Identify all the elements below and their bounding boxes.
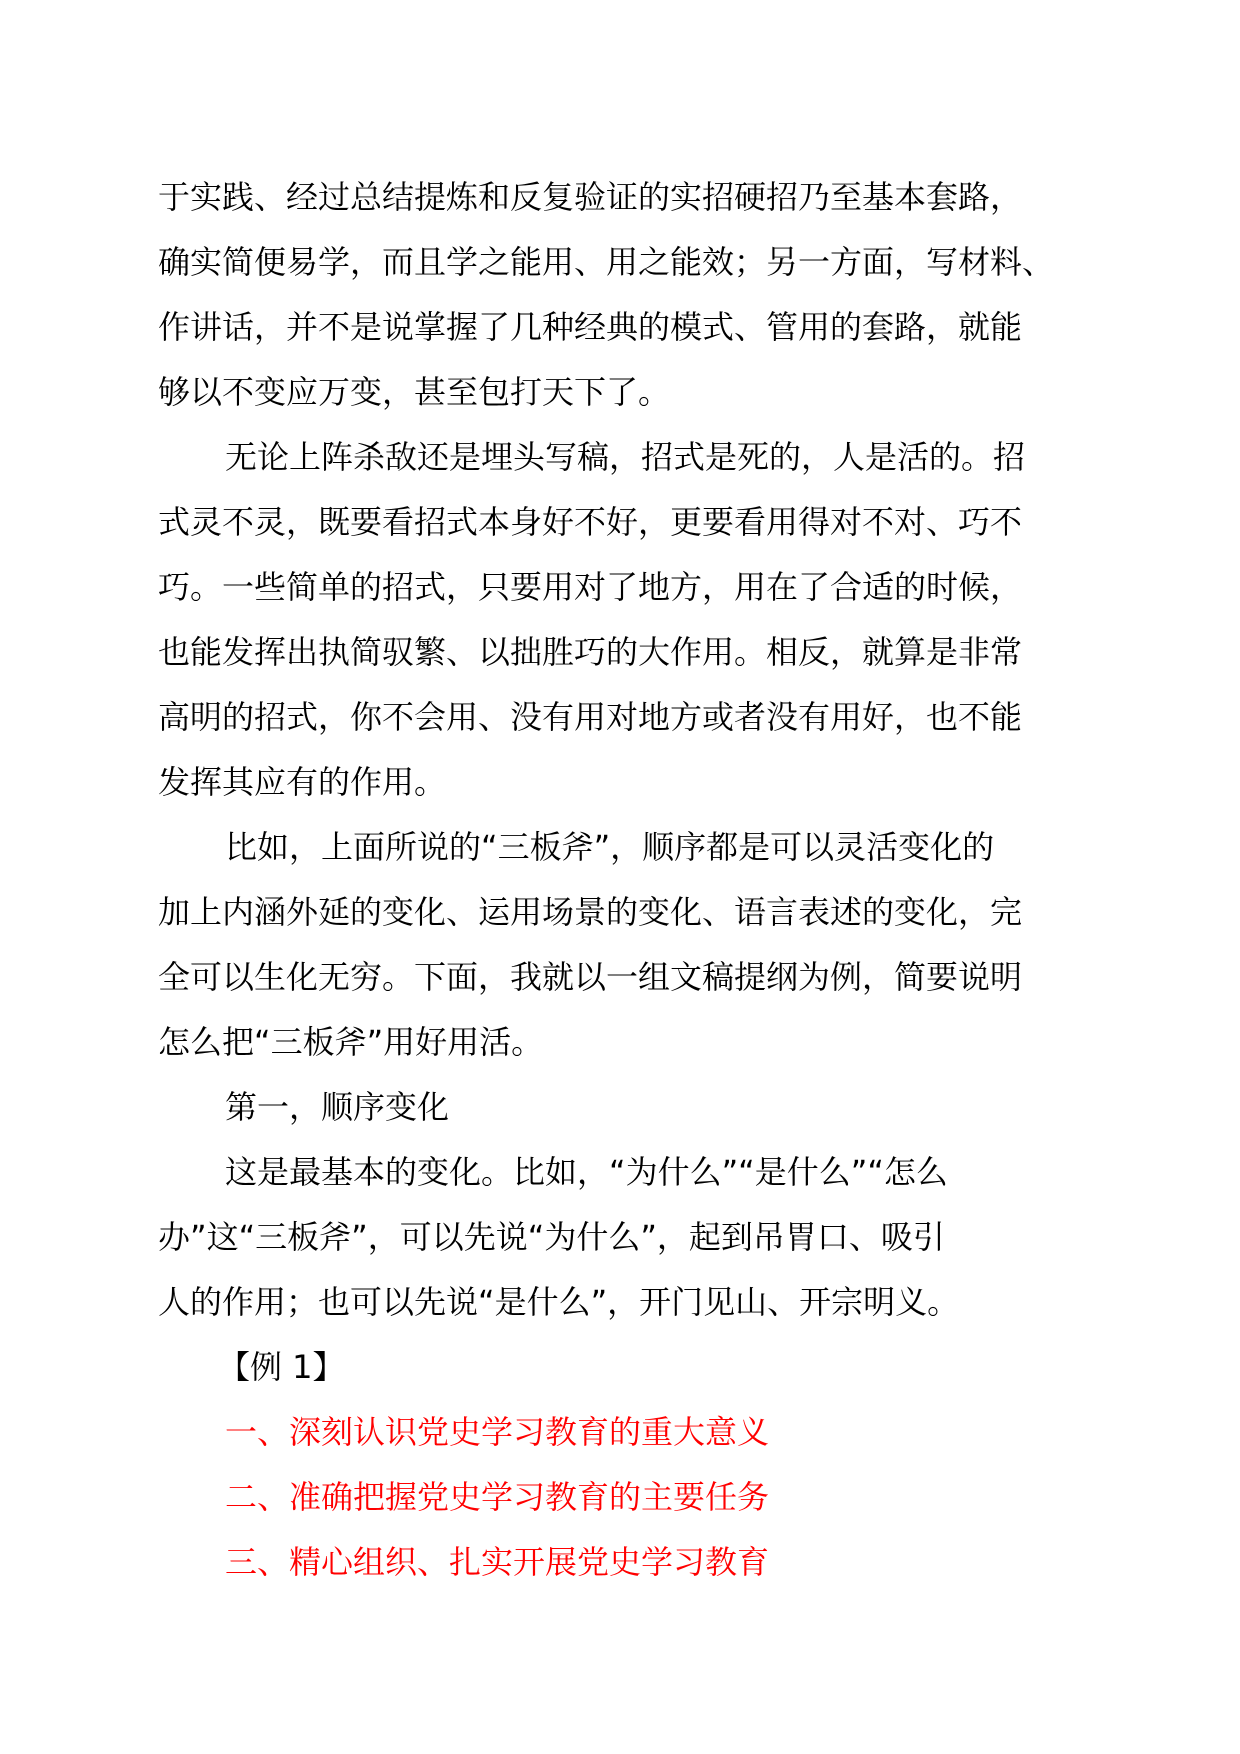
paragraph-line: 人的作用；也可以先说“是什么”，开门见山、开宗明义。 (158, 1283, 960, 1321)
paragraph-line: 怎么把“三板斧”用好用活。 (158, 1023, 544, 1061)
paragraph-line: 办”这“三板斧”，可以先说“为什么”，起到吊胃口、吸引 (158, 1218, 945, 1256)
paragraph-line: 作讲话，并不是说掌握了几种经典的模式、管用的套路，就能 (158, 308, 1023, 346)
paragraph-4 (158, 1140, 1118, 1335)
paragraph-line: 也能发挥出执简驭繁、以拙胜巧的大作用。相反，就算是非常 (158, 633, 1023, 671)
example-item: 二、准确把握党史学习教育的主要任务 (225, 1478, 770, 1516)
paragraph-line: 巧。一些简单的招式，只要用对了地方，用在了合适的时候， (158, 568, 1023, 606)
paragraph-line: 这是最基本的变化。比如，“为什么”“是什么”“怎么 (225, 1153, 948, 1191)
paragraph-1 (158, 165, 1118, 425)
paragraph-line: 发挥其应有的作用。 (158, 763, 447, 801)
section-heading: 第一，顺序变化 (225, 1088, 450, 1126)
example-list (158, 1400, 1118, 1595)
paragraph-line: 无论上阵杀敌还是埋头写稿，招式是死的，人是活的。招 (225, 438, 1026, 476)
paragraph-line: 加上内涵外延的变化、运用场景的变化、语言表述的变化，完 (158, 893, 1023, 931)
paragraph-line: 全可以生化无穷。下面，我就以一组文稿提纲为例，简要说明 (158, 958, 1023, 996)
document-page (158, 165, 1118, 1595)
paragraph-2 (158, 425, 1118, 815)
paragraph-line: 于实践、经过总结提炼和反复验证的实招硬招乃至基本套路， (158, 178, 1023, 216)
paragraph-line: 够以不变应万变，甚至包打天下了。 (158, 373, 671, 411)
example-item: 一、深刻认识党史学习教育的重大意义 (225, 1413, 770, 1451)
paragraph-line: 式灵不灵，既要看招式本身好不好，更要看用得对不对、巧不 (158, 503, 1023, 541)
paragraph-line: 高明的招式，你不会用、没有用对地方或者没有用好，也不能 (158, 698, 1023, 736)
example-label: 【例 1】 (218, 1348, 345, 1386)
paragraph-line: 确实简便易学，而且学之能用、用之能效；另一方面，写材料、 (158, 243, 1055, 281)
example-item: 三、精心组织、扎实开展党史学习教育 (225, 1543, 770, 1581)
paragraph-3 (158, 815, 1118, 1075)
paragraph-line: 比如，上面所说的“三板斧”，顺序都是可以灵活变化的 (225, 828, 995, 866)
